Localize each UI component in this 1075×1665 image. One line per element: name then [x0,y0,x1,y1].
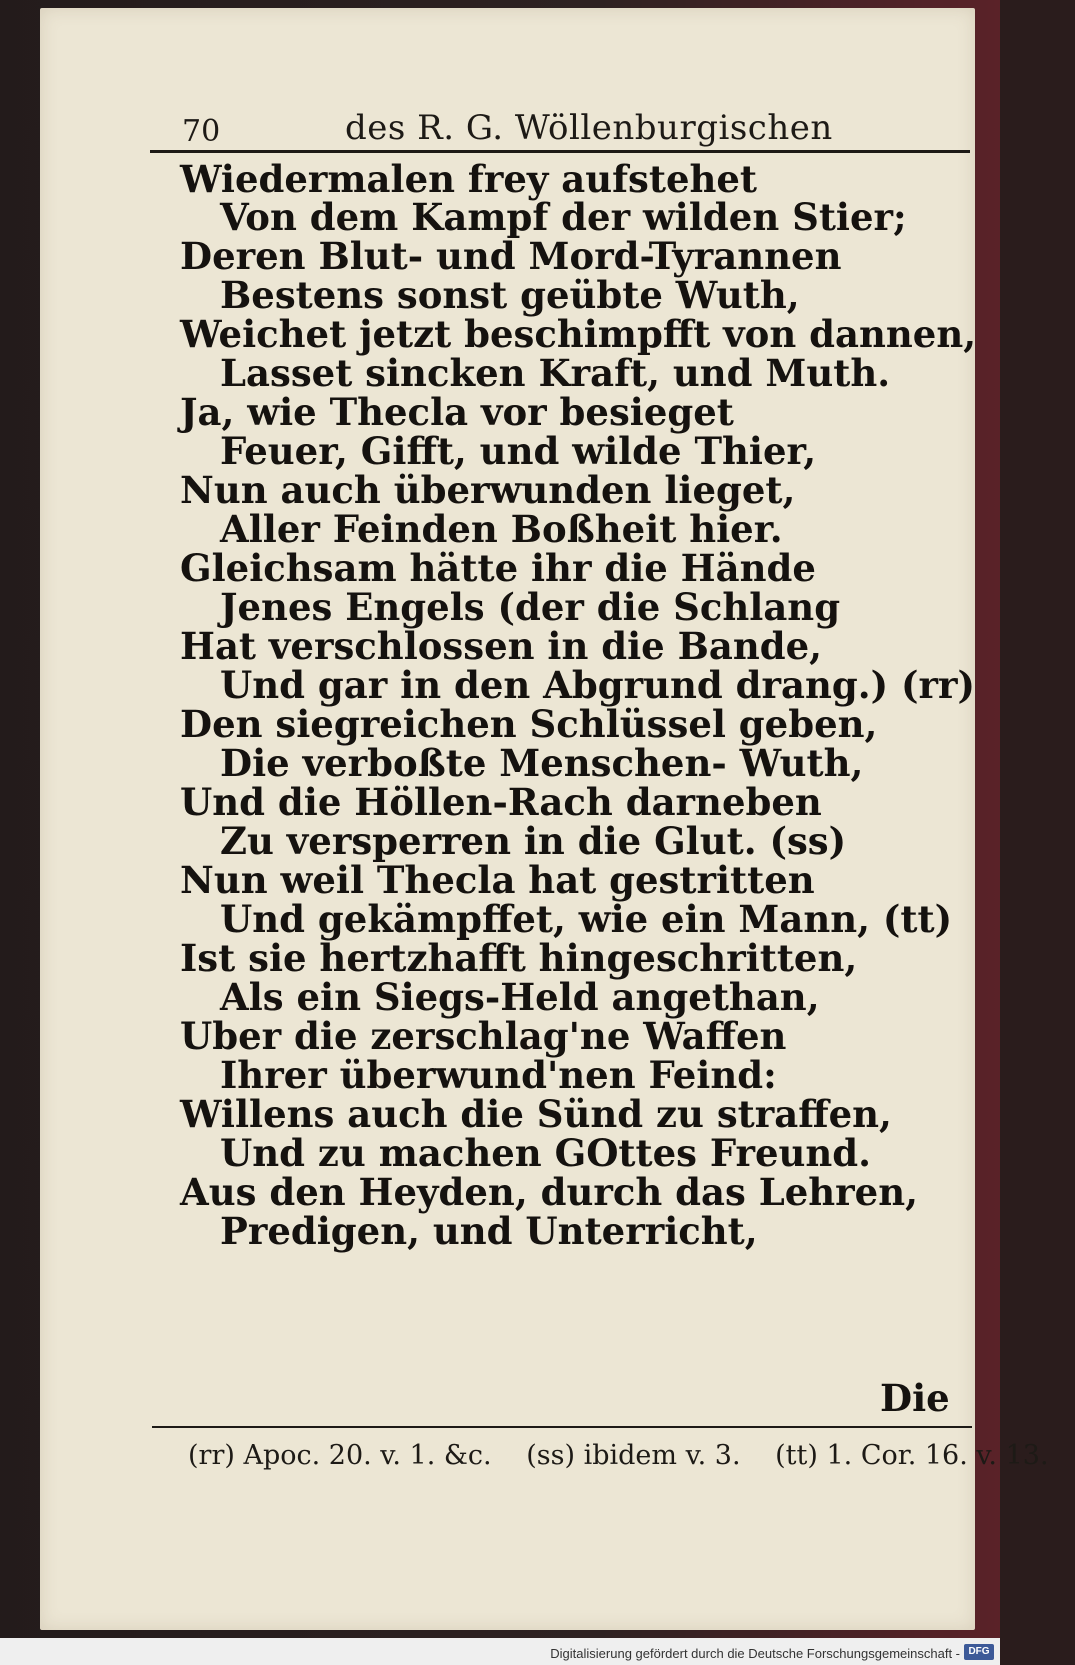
verse-line: Zu versperren in die Glut. (ss) [220,819,847,863]
verse-line: Feuer, Gifft, und wilde Thier, [220,429,817,473]
verse-line: Aller Feinden Boßheit hier. [220,507,783,551]
running-head: des R. G. Wöllenburgischen [345,108,833,148]
verse-line: Deren Blut- und Mord-Tyrannen [180,234,842,278]
verse-line: Bestens sonst geübte Wuth, [220,273,800,317]
dfg-logo-icon: DFG [964,1644,994,1660]
verse-line: Nun auch überwunden lieget, [180,468,796,512]
verse-line: Ihrer überwund'nen Feind: [220,1053,777,1097]
verse-line: Aus den Heyden, durch das Lehren, [180,1170,918,1214]
header-rule [150,150,970,153]
funding-credit: Digitalisierung gefördert durch die Deutsche Forschungsgemeinschaft - [550,1646,960,1661]
verse-line: Und gar in den Abgrund drang.) (rr) [220,663,976,707]
verse-line: Und die Höllen-Rach darneben [180,780,822,824]
catchword: Die [880,1376,950,1420]
book-page [40,8,1049,1630]
verse-line: Jenes Engels (der die Schlang [220,585,841,629]
verse-line: Wiedermalen frey aufstehet [180,157,758,201]
verse-line: Und gekämpffet, wie ein Mann, (tt) [220,897,953,941]
verse-line: Predigen, und Unterricht, [220,1209,758,1253]
footnotes [188,1440,1075,1471]
verse-line: Lasset sincken Kraft, und Muth. [220,351,891,395]
footnote-ss: (ss) ibidem v. 3. [526,1440,741,1471]
verse-line: Und zu machen GOttes Freund. [220,1131,872,1175]
page-number: 70 [182,114,221,149]
verse-line: Willens auch die Sünd zu straffen, [180,1092,892,1136]
verse-line: Ist sie hertzhafft hingeschritten, [180,936,858,980]
verse-line: Weichet jetzt beschimpfft von dannen, [180,312,977,356]
verse-line: Hat verschlossen in die Bande, [180,624,823,668]
digitization-footer [0,1638,1000,1665]
verse-line: Den siegreichen Schlüssel geben, [180,702,878,746]
footnote-rr: (rr) Apoc. 20. v. 1. &c. [188,1440,492,1471]
verse-line: Als ein Siegs-Held angethan, [220,975,820,1019]
footnote-rule [152,1426,972,1428]
footnote-tt: (tt) 1. Cor. 16. v. 13. [775,1440,1049,1471]
verse-line: Nun weil Thecla hat gestritten [180,858,815,902]
verse-line: Die verboßte Menschen- Wuth, [220,741,864,785]
verse-line: Uber die zerschlag'ne Waffen [180,1014,787,1058]
verse-line: Gleichsam hätte ihr die Hände [180,546,816,590]
verse-line: Von dem Kampf der wilden Stier; [220,195,907,239]
verse-line: Ja, wie Thecla vor besieget [180,390,734,434]
